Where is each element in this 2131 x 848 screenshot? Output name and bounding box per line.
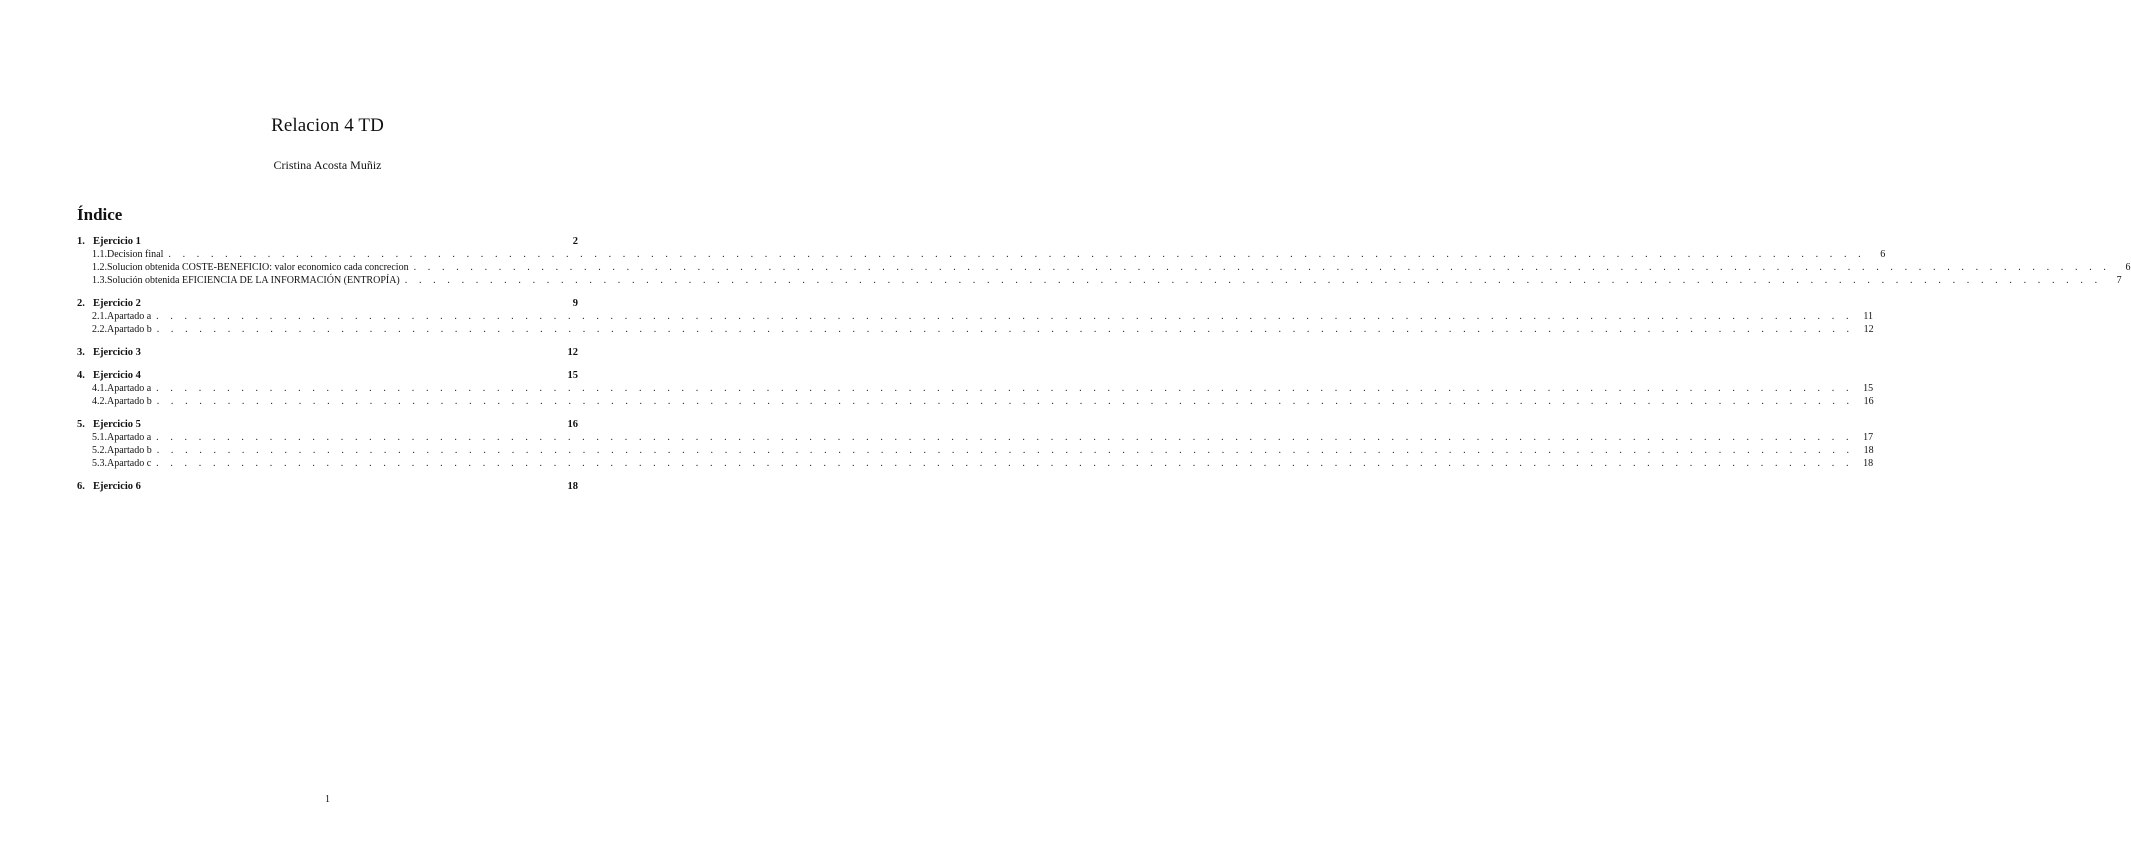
dot-leader: . . . . . . . . . . . . . . . . . . . . . . . . . . . . . . . . . . . . . . . . . . . . . . . . . . . . . . . . . . . . . . . . . . . . . . . . . . . . . . . . . . . . . . . . . . . . . . . . . . . . . . . . . . . . . . . . . . . . . . . . <box>156 324 1854 335</box>
toc-subsection-entry[interactable] <box>77 274 2122 287</box>
toc-section-number: 3. <box>77 347 85 358</box>
dot-leader: . . . . . . . . . . . . . . . . . . . . . . . . . . . . . . . . . . . . . . . . . . . . . . . . . . . . . . . . . . . . . . . . . . . . . . . . . . . . . . . . . . . . . . . . . . . . . . . . . . . . . . . . . . . . . . . . . . . . . . . . <box>156 383 1854 394</box>
toc-section-number: 5. <box>77 419 85 430</box>
dot-leader: . . . . . . . . . . . . . . . . . . . . . . . . . . . . . . . . . . . . . . . . . . . . . . . . . . . . . . . . . . . . . . . . . . . . . . . . . . . . . . . . . . . . . . . . . . . . . . . . . . . . . . . . . . . . . . . . . . . . . . . . <box>156 432 1854 443</box>
toc-subsection-number: 1.2. <box>92 262 107 273</box>
toc-section-page: 16 <box>567 419 578 430</box>
toc-section-entry[interactable] <box>77 235 578 248</box>
toc-section-number: 6. <box>77 481 85 492</box>
toc-section-title: Ejercicio 2 <box>93 298 141 309</box>
toc-subsection-page: 18 <box>1863 445 1874 456</box>
toc-subsection-page: 15 <box>1863 383 1874 394</box>
toc-subsection-title: Apartado c <box>107 458 152 469</box>
toc-subsection-title: Apartado b <box>107 324 152 335</box>
toc-section-entry[interactable] <box>77 297 578 310</box>
toc-subsection-number: 2.2. <box>92 324 107 335</box>
toc-subsection-page: 17 <box>1863 432 1874 443</box>
toc-section-number: 2. <box>77 298 85 309</box>
dot-leader: . . . . . . . . . . . . . . . . . . . . . . . . . . . . . . . . . . . . . . . . . . . . . . . . . . . . . . . . . . . . . . . . . . . . . . . . . . . . . . . . . . . . . . . . . . . . . . . . . . . . . . . . . . . . . . . . . . . . . . . . <box>404 275 2102 286</box>
toc-subsection-page: 7 <box>2116 275 2122 286</box>
document-title: Relacion 4 TD <box>271 115 384 136</box>
dot-leader: . . . . . . . . . . . . . . . . . . . . . . . . . . . . . . . . . . . . . . . . . . . . . . . . . . . . . . . . . . . . . . . . . . . . . . . . . . . . . . . . . . . . . . . . . . . . . . . . . . . . . . . . . . . . . . . . . . . . . . . . <box>156 458 1854 469</box>
toc-subsection-title: Apartado b <box>107 396 152 407</box>
toc-section-number: 4. <box>77 370 85 381</box>
dot-leader: . . . . . . . . . . . . . . . . . . . . . . . . . . . . . . . . . . . . . . . . . . . . . . . . . . . . . . . . . . . . . . . . . . . . . . . . . . . . . . . . . . . . . . . . . . . . . . . . . . . . . . . . . . . . . . . . . . . . . . . . <box>413 262 2111 273</box>
document-author: Cristina Acosta Muñiz <box>273 158 382 172</box>
toc-section-title: Ejercicio 3 <box>93 347 141 358</box>
toc-subsection-page: 6 <box>2125 262 2131 273</box>
toc-subsection-entry[interactable] <box>77 382 1874 395</box>
toc-subsection-page: 18 <box>1863 458 1874 469</box>
toc-subsection-page: 12 <box>1863 324 1874 335</box>
toc-subsection-page: 16 <box>1863 396 1874 407</box>
toc-subsection-entry[interactable] <box>77 395 1874 408</box>
toc-subsection-entry[interactable] <box>77 457 1874 470</box>
toc-subsection-number: 2.1. <box>92 311 107 322</box>
toc-subsection-number: 1.1. <box>92 249 107 260</box>
toc-section-entry[interactable] <box>77 369 578 382</box>
table-of-contents <box>77 235 2131 493</box>
toc-subsection-page: 11 <box>1863 311 1874 322</box>
toc-subsection-page: 6 <box>1880 249 1886 260</box>
toc-subsection-entry[interactable] <box>77 431 1874 444</box>
toc-section-page: 15 <box>567 370 578 381</box>
toc-heading: Índice <box>77 205 123 224</box>
toc-subsection-entry[interactable] <box>77 444 1874 457</box>
toc-section-number: 1. <box>77 236 85 247</box>
toc-subsection-title: Apartado a <box>107 432 152 443</box>
toc-subsection-number: 5.1. <box>92 432 107 443</box>
toc-subsection-number: 5.2. <box>92 445 107 456</box>
toc-subsection-title: Apartado a <box>107 383 152 394</box>
toc-subsection-entry[interactable] <box>77 248 1886 261</box>
toc-section-page: 2 <box>572 236 578 247</box>
toc-section-page: 12 <box>567 347 578 358</box>
toc-section-title: Ejercicio 5 <box>93 419 141 430</box>
toc-subsection-title: Apartado a <box>107 311 152 322</box>
dot-leader: . . . . . . . . . . . . . . . . . . . . . . . . . . . . . . . . . . . . . . . . . . . . . . . . . . . . . . . . . . . . . . . . . . . . . . . . . . . . . . . . . . . . . . . . . . . . . . . . . . . . . . . . . . . . . . . . . . . . . . . . <box>156 396 1854 407</box>
toc-subsection-entry[interactable] <box>77 310 1874 323</box>
dot-leader: . . . . . . . . . . . . . . . . . . . . . . . . . . . . . . . . . . . . . . . . . . . . . . . . . . . . . . . . . . . . . . . . . . . . . . . . . . . . . . . . . . . . . . . . . . . . . . . . . . . . . . . . . . . . . . . . . . . . . . . . <box>168 249 1866 260</box>
toc-subsection-title: Solución obtenida EFICIENCIA DE LA INFORMACIÓN (ENTROPÍA) <box>107 275 400 286</box>
toc-subsection-title: Solucion obtenida COSTE-BENEFICIO: valor economico cada concrecion <box>107 262 409 273</box>
toc-section-page: 9 <box>572 298 578 309</box>
toc-section-entry[interactable] <box>77 480 578 493</box>
toc-subsection-number: 1.3. <box>92 275 107 286</box>
toc-section-title: Ejercicio 1 <box>93 236 141 247</box>
toc-section-page: 18 <box>567 481 578 492</box>
toc-subsection-number: 4.2. <box>92 396 107 407</box>
toc-section-entry[interactable] <box>77 418 578 431</box>
toc-subsection-entry[interactable] <box>77 323 1874 336</box>
toc-subsection-title: Decision final <box>107 249 164 260</box>
toc-subsection-number: 5.3. <box>92 458 107 469</box>
toc-section-title: Ejercicio 4 <box>93 370 141 381</box>
page-number: 1 <box>325 794 330 805</box>
toc-section-entry[interactable] <box>77 346 578 359</box>
dot-leader: . . . . . . . . . . . . . . . . . . . . . . . . . . . . . . . . . . . . . . . . . . . . . . . . . . . . . . . . . . . . . . . . . . . . . . . . . . . . . . . . . . . . . . . . . . . . . . . . . . . . . . . . . . . . . . . . . . . . . . . . <box>156 311 1854 322</box>
toc-subsection-title: Apartado b <box>107 445 152 456</box>
toc-subsection-number: 4.1. <box>92 383 107 394</box>
toc-subsection-entry[interactable] <box>77 261 2131 274</box>
dot-leader: . . . . . . . . . . . . . . . . . . . . . . . . . . . . . . . . . . . . . . . . . . . . . . . . . . . . . . . . . . . . . . . . . . . . . . . . . . . . . . . . . . . . . . . . . . . . . . . . . . . . . . . . . . . . . . . . . . . . . . . . <box>156 445 1854 456</box>
toc-section-title: Ejercicio 6 <box>93 481 141 492</box>
